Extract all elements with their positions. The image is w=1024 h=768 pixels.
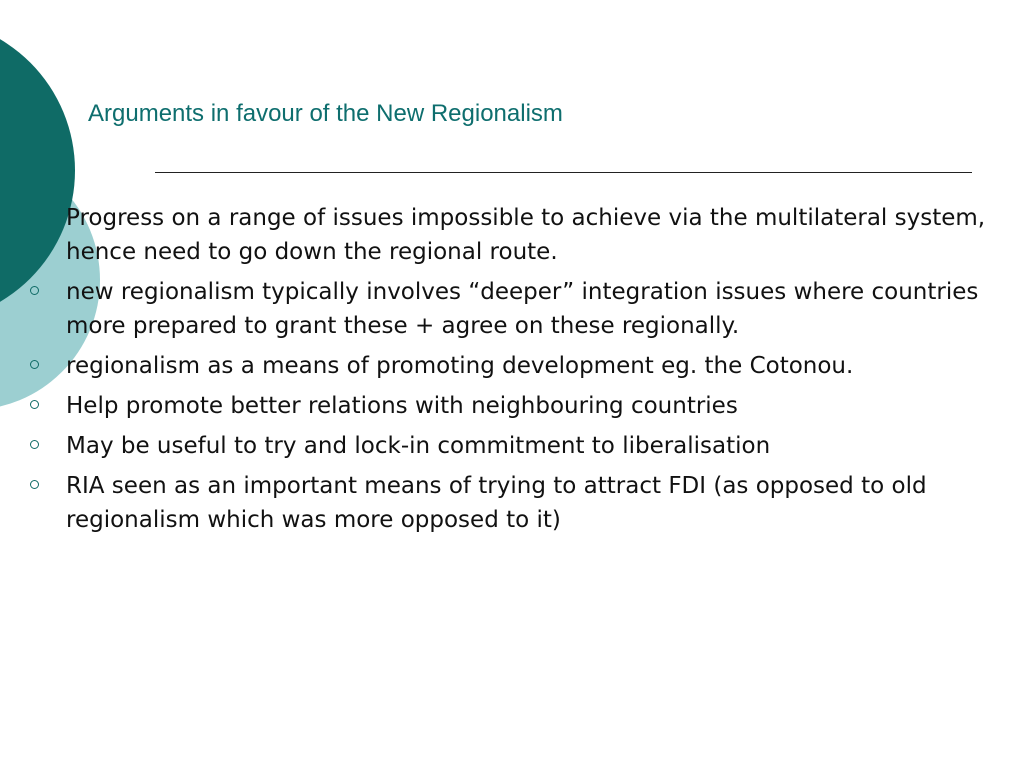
- slide-title: Arguments in favour of the New Regionalism: [88, 100, 563, 127]
- hollow-circle-bullet-icon: [30, 286, 39, 295]
- bullet-text: RIA seen as an important means of trying to attract FDI (as opposed to old regionalism which was more opposed to it): [66, 473, 927, 533]
- list-item: [24, 201, 1004, 269]
- list-item: [24, 429, 1004, 463]
- hollow-circle-bullet-icon: [30, 360, 39, 369]
- list-item: [24, 349, 1004, 383]
- list-item: [24, 469, 1004, 537]
- hollow-circle-bullet-icon: [30, 400, 39, 409]
- hollow-circle-bullet-icon: [30, 440, 39, 449]
- title-underline-rule: [155, 172, 972, 173]
- bullet-text: regionalism as a means of promoting development eg. the Cotonou.: [66, 353, 854, 379]
- bullet-text: Help promote better relations with neighbouring countries: [66, 393, 738, 419]
- list-item: [24, 275, 1004, 343]
- bullet-text: Progress on a range of issues impossible to achieve via the multilateral system, hence need to go down the regional route.: [66, 205, 986, 265]
- hollow-circle-bullet-icon: [30, 480, 39, 489]
- bullet-text: May be useful to try and lock-in commitment to liberalisation: [66, 433, 771, 459]
- bullet-list: [24, 201, 1004, 543]
- list-item: [24, 389, 1004, 423]
- bullet-text: new regionalism typically involves “deeper” integration issues where countries more prepared to grant these + agree on these regionally.: [66, 279, 979, 339]
